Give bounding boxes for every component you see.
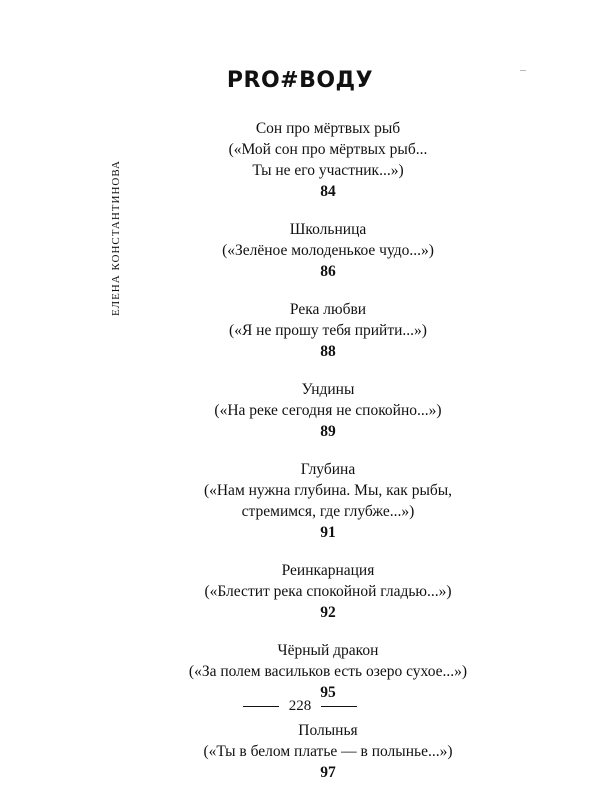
section-title: PRO#ВОДУ	[226, 68, 374, 93]
page-ref: 91	[320, 524, 336, 541]
poem-title: Полынья	[298, 722, 358, 739]
toc-entry	[178, 219, 478, 282]
poem-title: Реинкарнация	[281, 562, 375, 579]
poem-title: Ундины	[301, 381, 355, 398]
footer-rule-left	[243, 706, 279, 707]
first-line: («За полем васильков есть озеро сухое...»)	[188, 663, 468, 680]
page-ref: 97	[320, 764, 336, 781]
first-line: («На реке сегодня не спокойно...»)	[214, 402, 442, 419]
toc-entry	[178, 299, 478, 362]
first-line: («Блестит река спокойной гладью...»)	[204, 583, 452, 600]
author-running-head: ЕЛЕНА КОНСТАНТИНОВА	[110, 160, 122, 316]
page-ref: 92	[320, 604, 336, 621]
toc-entry	[178, 118, 478, 202]
first-line: Ты не его участник...»)	[252, 162, 404, 179]
toc-entry	[178, 640, 478, 703]
page-ref: 84	[320, 183, 336, 200]
page-number: 228	[288, 698, 312, 714]
footer-rule-right	[321, 706, 357, 707]
first-line: («Мой сон про мёртвых рыб...	[228, 141, 428, 158]
first-line: («Нам нужна глубина. Мы, как рыбы,	[203, 482, 453, 499]
poem-title: Река любви	[289, 301, 367, 318]
poem-title: Школьница	[289, 221, 367, 238]
page-footer	[0, 698, 600, 715]
first-line: («Ты в белом платье — в полынье...»)	[203, 743, 453, 760]
page-ref: 95	[320, 684, 336, 701]
poem-title: Сон про мёртвых рыб	[255, 120, 401, 137]
toc-entry	[178, 720, 478, 783]
first-line: («Я не прошу тебя прийти...»)	[229, 322, 427, 339]
toc-entry	[178, 459, 478, 543]
page-ref: 89	[320, 423, 336, 440]
poem-title: Глубина	[300, 461, 356, 478]
page-ref: 86	[320, 263, 336, 280]
page-ref: 88	[320, 343, 336, 360]
poem-title: Чёрный дракон	[277, 642, 379, 659]
first-line: стремимся, где глубже...»)	[241, 503, 415, 520]
toc-entry	[178, 560, 478, 623]
toc-entry	[178, 379, 478, 442]
first-line: («Зелёное молоденькое чудо...»)	[222, 242, 434, 259]
